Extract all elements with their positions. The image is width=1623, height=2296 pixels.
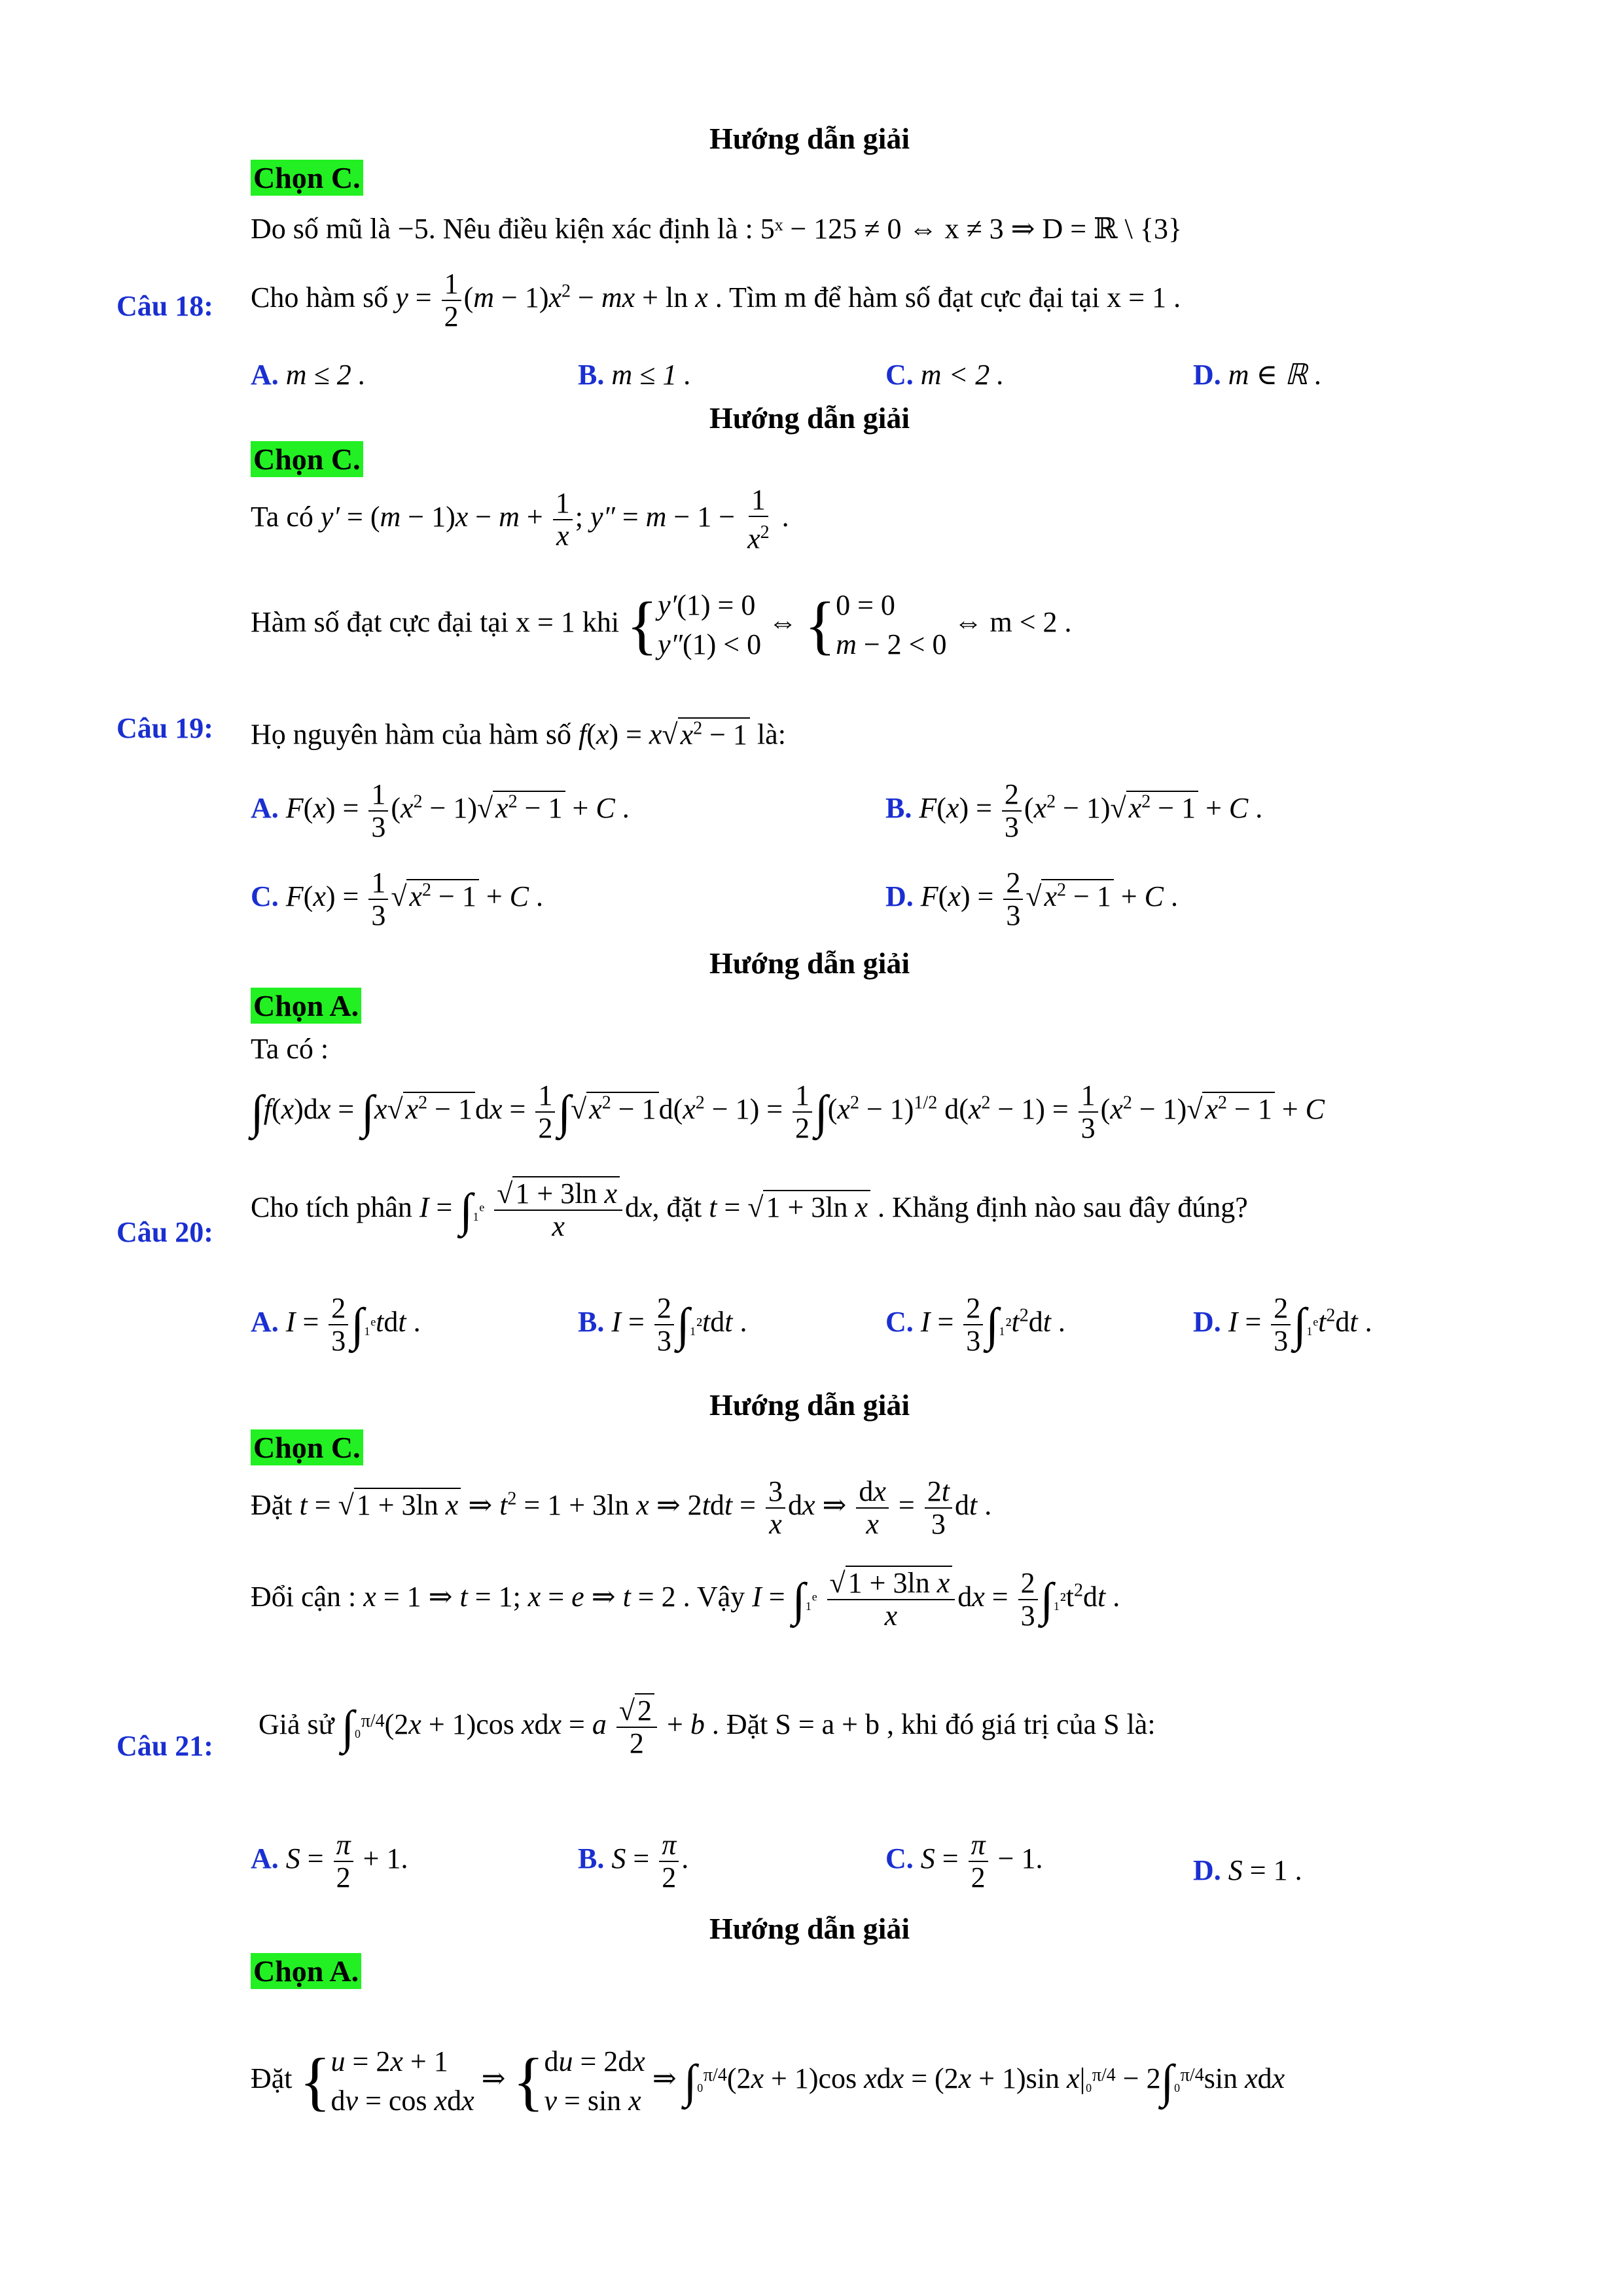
solution-line: Hàm số đạt cực đại tại x = 1 khi { y′(1) = 0 y″(1) < 0 ⇔ { 0 = 0 m − 2 < 0 ⇔ m < 2 . [251,588,1072,661]
solution-line: Ta có y′ = (m − 1)x − m + $\frac{1}{x}$ ; y″ = m − 1 − $\frac{1}{x^2}$ . [251,484,789,555]
solution-line: Đặt t = √1 + 3ln x ⇒ $t^2 = 1 + 3\ln$ x ⇒ 2tdt = $\frac{3}{x}$ dx ⇒ $\frac{dx}{x}$ = $\frac{2t}{3}$ dt . [251,1475,992,1540]
option-c[interactable]: C. m < 2 . [885,359,1005,391]
solution-line: Đặt { u = 2x + 1 dv = cos xdx ⇒ { du = 2dx v = sin x ⇒ ∫₀$^{\pi/4}$(2x + 1)cos xdx = (2x + 1)sin x|₀$^{\pi/4}$ − 2∫₀$^{\pi/4}$sin xdx [251,2045,1285,2117]
solution-line: $\int f(x)dx = \int x√x^2 - 1dx$ = $\frac{1}{2}$ $\int√x^2 - 1d(x^2 - 1)$ = $\frac{1}{2}$ $\int(x^2 - 1)^{1/2}$ $d(x^2 - 1)$ = $\frac{1}{3}$ $(x^2 - 1)√x^2 - 1 + C$ [251,1079,1325,1144]
option-c[interactable]: C. I = $\frac{2}{3}$ $\int_1^2t^2dt$ . [885,1292,1065,1357]
answer-badge: Chọn C. [251,160,363,196]
option-a[interactable]: A. F(x) = $\frac{1}{3}$ $(x^2 - 1)√x^2 - 1 + C$ . [251,778,630,843]
question-stem: Giả sử ∫₀$^{\pi/4}$(2x + 1)cos xdx = a $\frac{√2}{2}$ + b . Đặt S = a + b , khi đó giá trị của S là: [259,1695,1156,1759]
option-b[interactable]: B. I = $\frac{2}{3}$ ∫₁²tdt . [578,1292,747,1357]
answer-badge: Chọn C. [251,441,363,477]
option-c[interactable]: C. S = $\frac{\pi}{2}$ − 1. [885,1829,1043,1893]
option-b[interactable]: B. S = $\frac{\pi}{2}$ . [578,1829,689,1893]
question-label: Câu 18: [116,290,213,322]
option-a[interactable]: A. m ≤ 2 . [251,359,366,391]
option-d[interactable]: D. S = 1 . [1193,1854,1302,1886]
option-d[interactable]: D. I = $\frac{2}{3}$ ∫₁ᵉt$^2$dt . [1193,1292,1372,1357]
option-a[interactable]: A. I = $\frac{2}{3}$ ∫₁ᵉtdt . [251,1292,421,1357]
question-label: Câu 21: [116,1730,213,1762]
solution-heading: Hướng dẫn giải [709,1912,910,1945]
solution-heading: Hướng dẫn giải [709,946,910,980]
answer-badge: Chọn C. [251,1429,363,1465]
solution-heading: Hướng dẫn giải [709,1388,910,1422]
question-stem: Cho tích phân I = ∫₁ᵉ $\frac{\text{√1 + 3ln x}}{x}$ dx, đặt t = √1 + 3ln x . Khẳng định nào sau đây đúng? [251,1177,1248,1242]
question-label: Câu 20: [116,1216,213,1248]
solution-heading: Hướng dẫn giải [709,401,910,435]
option-b[interactable]: B. m ≤ 1 . [578,359,692,391]
solution-heading: Hướng dẫn giải [709,122,910,155]
option-d[interactable]: D. m ∈ ℝ . [1193,359,1322,391]
question-label: Câu 19: [116,712,213,744]
option-b[interactable]: B. F(x) = $\frac{2}{3}$ $(x^2 - 1)√x^2 - 1 + C$ . [885,778,1263,843]
option-c[interactable]: C. F(x) = $\frac{1}{3}$ $√x^2 - 1 + C$ . [251,867,544,931]
option-d[interactable]: D. F(x) = $\frac{2}{3}$ $√x^2 - 1 + C$ . [885,867,1179,931]
option-a[interactable]: A. S = $\frac{\pi}{2}$ + 1. [251,1829,408,1893]
question-stem: Họ nguyên hàm của hàm số $f(x) = x√x^2 - 1$ là: [251,718,786,751]
answer-badge: Chọn A. [251,1953,361,1989]
solution-line: Đổi cận : x = 1 ⇒ t = 1; x = e ⇒ t = 2 . Vậy I = ∫₁ᵉ $\frac{\text{√1 + 3ln x}}{x}$ dx = $\frac{2}{3}$ $\int_1^2t^2dt$ . [251,1567,1120,1632]
question-stem: Cho hàm số y = $\frac{1}{2}$ $(m - 1)x^2$ − mx + ln x . Tìm m để hàm số đạt cực đại tại x = 1 . [251,268,1181,332]
answer-badge: Chọn A. [251,988,361,1024]
answer-explanation: Do số mũ là −5. Nêu điều kiện xác định là : 5ˣ − 125 ≠ 0 ⇔ x ≠ 3 ⇒ D = ℝ \ {3} [251,213,1183,245]
solution-line: Ta có : [251,1033,329,1065]
